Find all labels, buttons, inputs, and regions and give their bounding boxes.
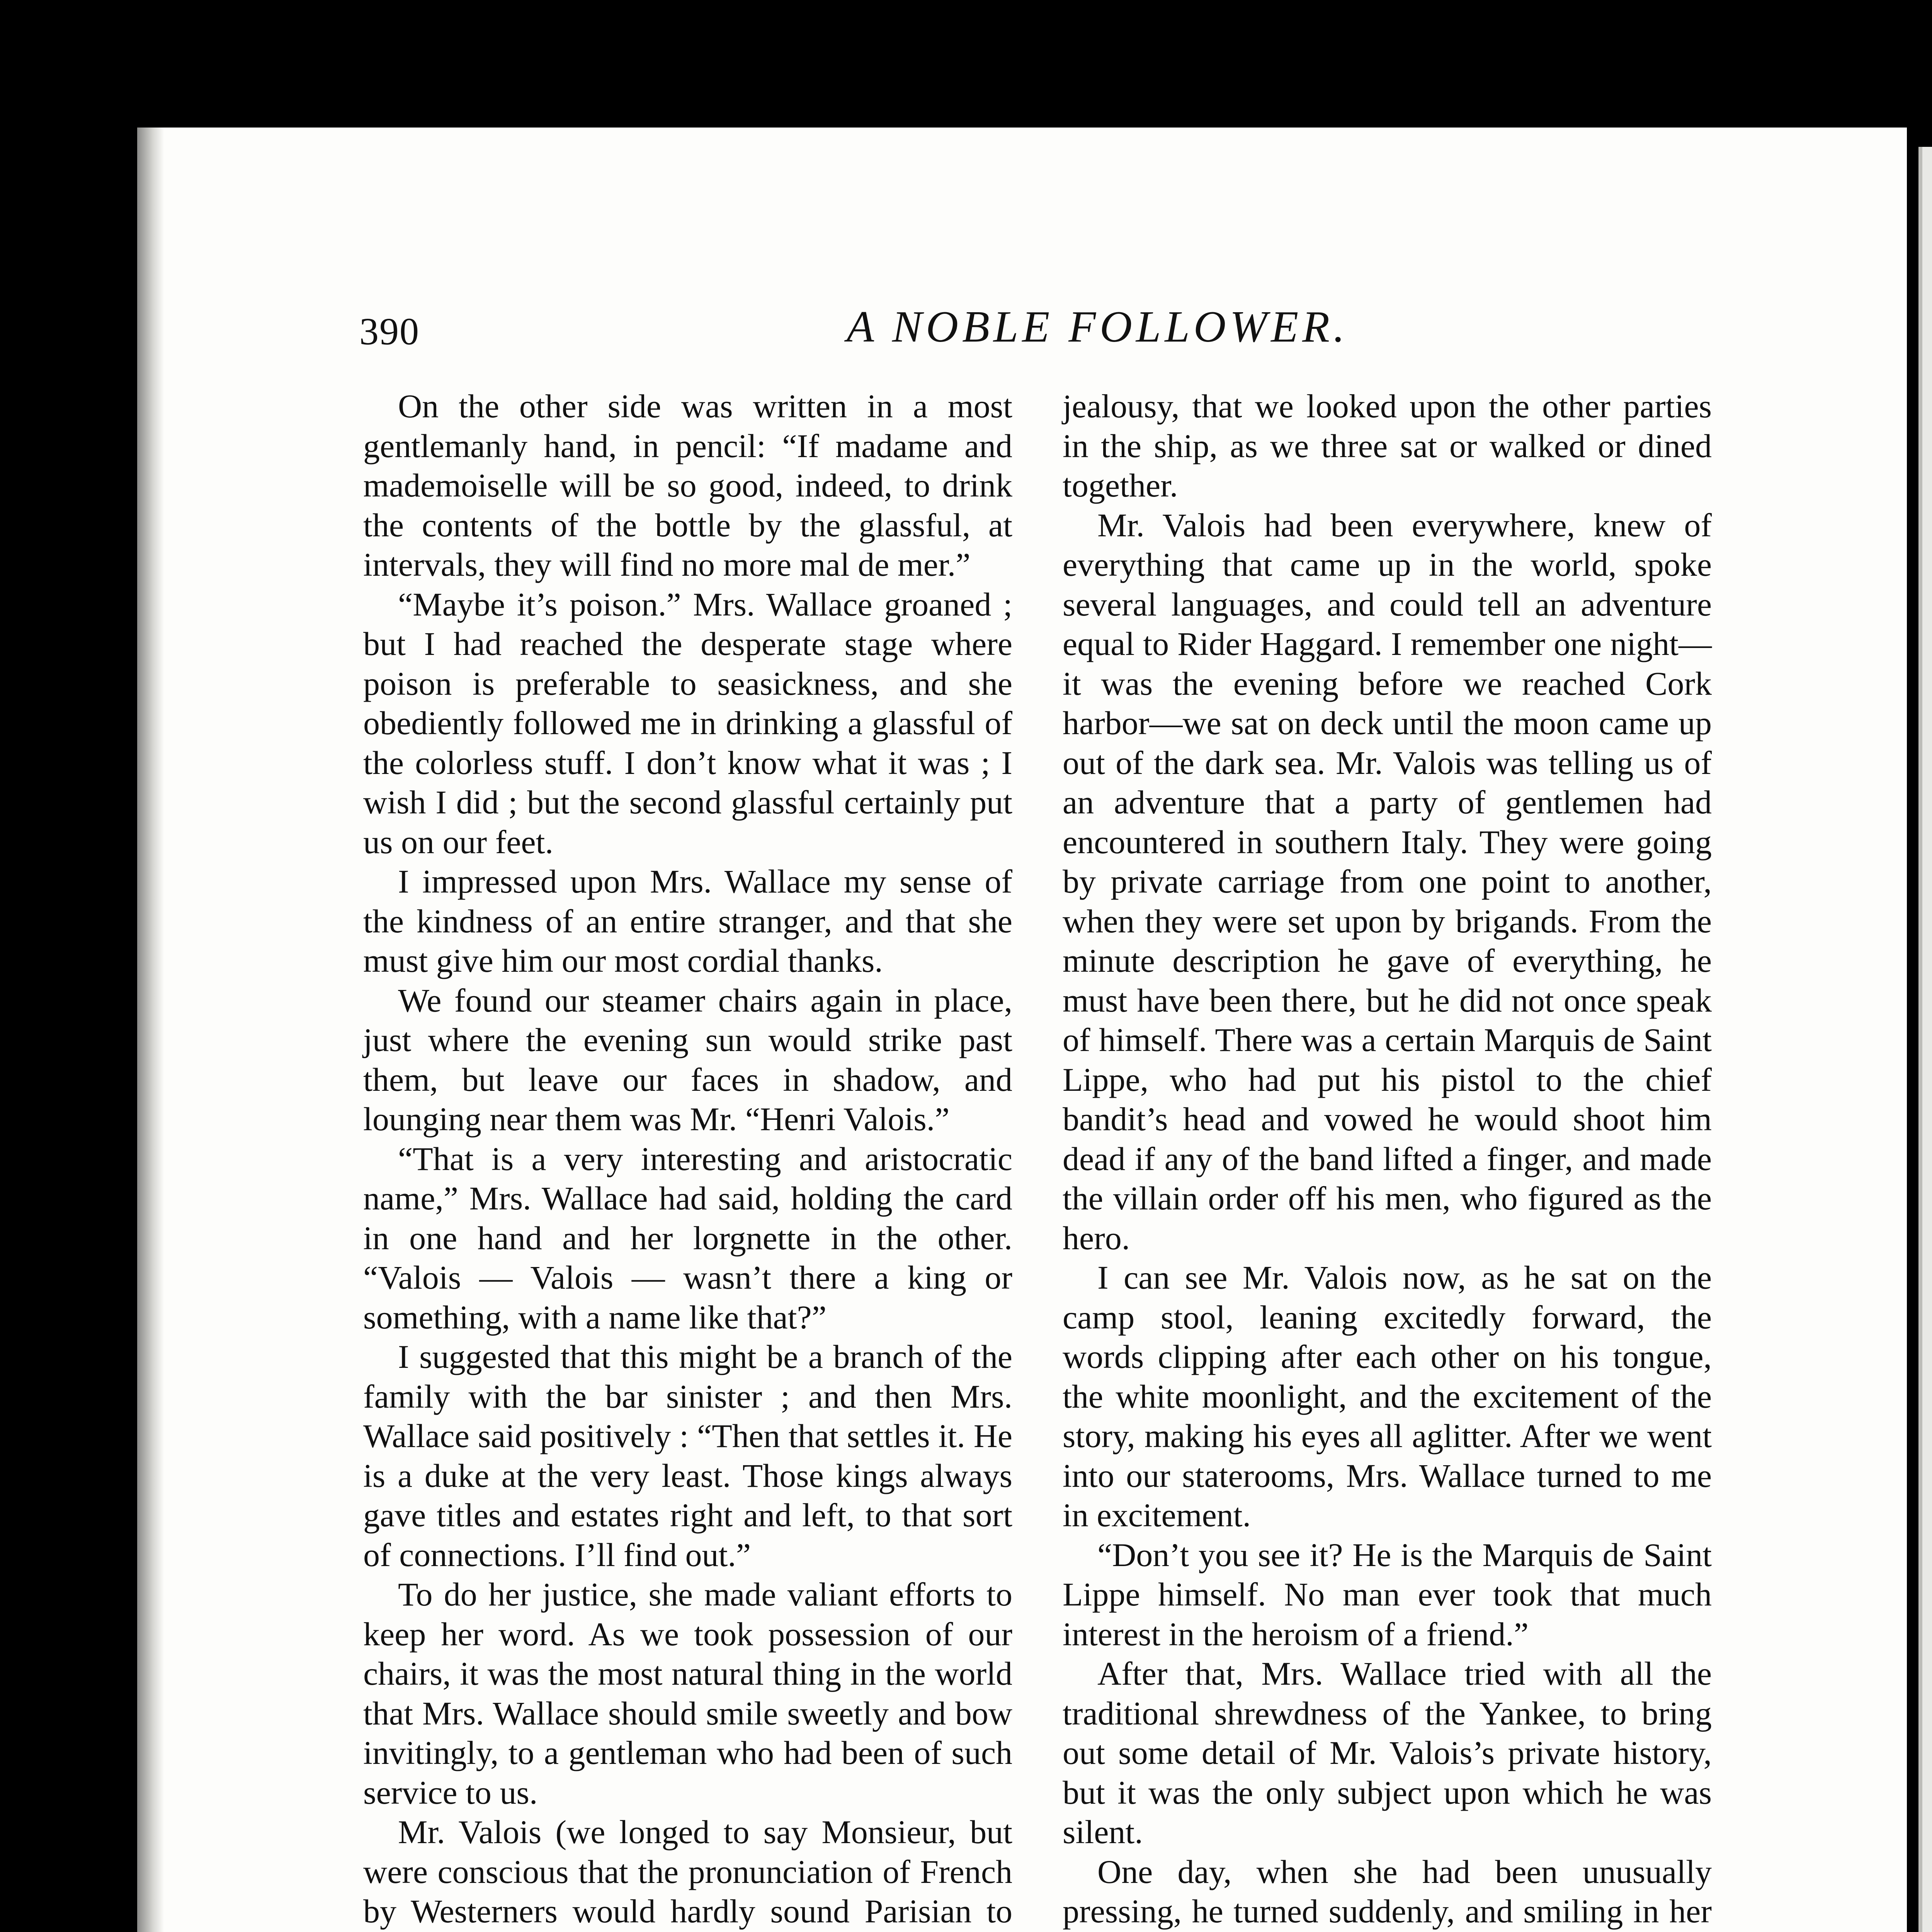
paragraph: After that, Mrs. Wallace tried with all the traditional shrewdness of the Yankee, to bring out some detail of Mr. Valois’s private history, but it was the only subject upon which he was silent. <box>1063 1655 1712 1850</box>
paragraph: To do her justice, she made valiant efforts to keep her word. As we took possession of our chairs, it was the most natural thing in the world that Mrs. Wallace should smile sweetly and bow invitingly, to a gentleman who had been of such service to us. <box>363 1576 1012 1811</box>
paragraph: “Don’t you see it? He is the Marquis de Saint Lippe himself. No man ever took that much interest in the heroism of a friend.” <box>1063 1536 1712 1653</box>
paragraph: We found our steamer chairs again in place, just where the evening sun would strike past them, but leave our faces in shadow, and lounging near them was Mr. “Henri Valois.” <box>363 981 1012 1138</box>
page-gutter-shadow <box>137 128 164 1932</box>
paragraph: One day, when she had been unusually pressing, he turned suddenly, and smiling in her <box>1063 1853 1712 1930</box>
paragraph: I suggested that this might be a branch of the family with the bar sinister ; and then Mrs. Wallace said positively : “Then that settles it. He is a duke at the very least. Those kings always gave titles and estates right and left, to that sort of connections. I’ll find out.” <box>363 1338 1012 1573</box>
page-number: 390 <box>359 310 420 353</box>
right-column <box>1063 386 1712 1932</box>
paragraph: Mr. Valois (we longed to say Monsieur, but were conscious that the pronunciation of French by Westerners would hardly sound Parisian to <box>363 1813 1012 1930</box>
paragraph: I can see Mr. Valois now, as he sat on the camp stool, leaning excitedly forward, the words clipping after each other on his tongue, the white moonlight, and the excitement of the story, making his eyes all aglitter. After we went into our staterooms, Mrs. Wallace turned to me in excitement. <box>1063 1259 1712 1534</box>
paragraph: Mr. Valois had been everywhere, knew of everything that came up in the world, spoke several languages, and could tell an adventure equal to Rider Haggard. I remember one night—it was the evening before we reached Cork harbor—we sat on deck until the moon came up out of the dark sea. Mr. Valois was telling us of an adventure that a party of gentlemen had encountered in southern Italy. They were going by private carriage from one point to another, when they were set upon by brigands. From the minute description he gave of everything, he must have been there, but he did not once speak of himself. There was a certain Marquis de Saint Lippe, who had put his pistol to the chief bandit’s head and vowed he would shoot him dead if any of the band lifted a finger, and made the villain order off his men, who figured as the hero. <box>1063 506 1712 1257</box>
paragraph: “Maybe it’s poison.” Mrs. Wallace groaned ; but I had reached the desperate stage where poison is preferable to seasickness, and she obediently followed me in drinking a glassful of the colorless stuff. I don’t know what it was ; I wish I did ; but the second glassful certainly put us on our feet. <box>363 585 1012 861</box>
next-page-edge <box>1918 147 1932 1932</box>
paragraph: On the other side was written in a most gentlemanly hand, in pencil: “If madame and mademoiselle will be so good, indeed, to drink the contents of the bottle by the glassful, at intervals, they will find no more mal de mer.” <box>363 388 1012 583</box>
left-column <box>363 386 1012 1932</box>
paragraph: I impressed upon Mrs. Wallace my sense of the kindness of an entire stranger, and that she must give him our most cordial thanks. <box>363 863 1012 979</box>
paragraph: “That is a very interesting and aristocratic name,” Mrs. Wallace had said, holding the card in one hand and her lorgnette in the other. “Valois — Valois — wasn’t there a king or something, with a name like that?” <box>363 1140 1012 1336</box>
paragraph-continued: jealousy, that we looked upon the other parties in the ship, as we three sat or walked or dined together. <box>1063 388 1712 504</box>
running-head <box>359 294 1349 363</box>
running-title: A NOBLE FOLLOWER. <box>847 302 1349 352</box>
